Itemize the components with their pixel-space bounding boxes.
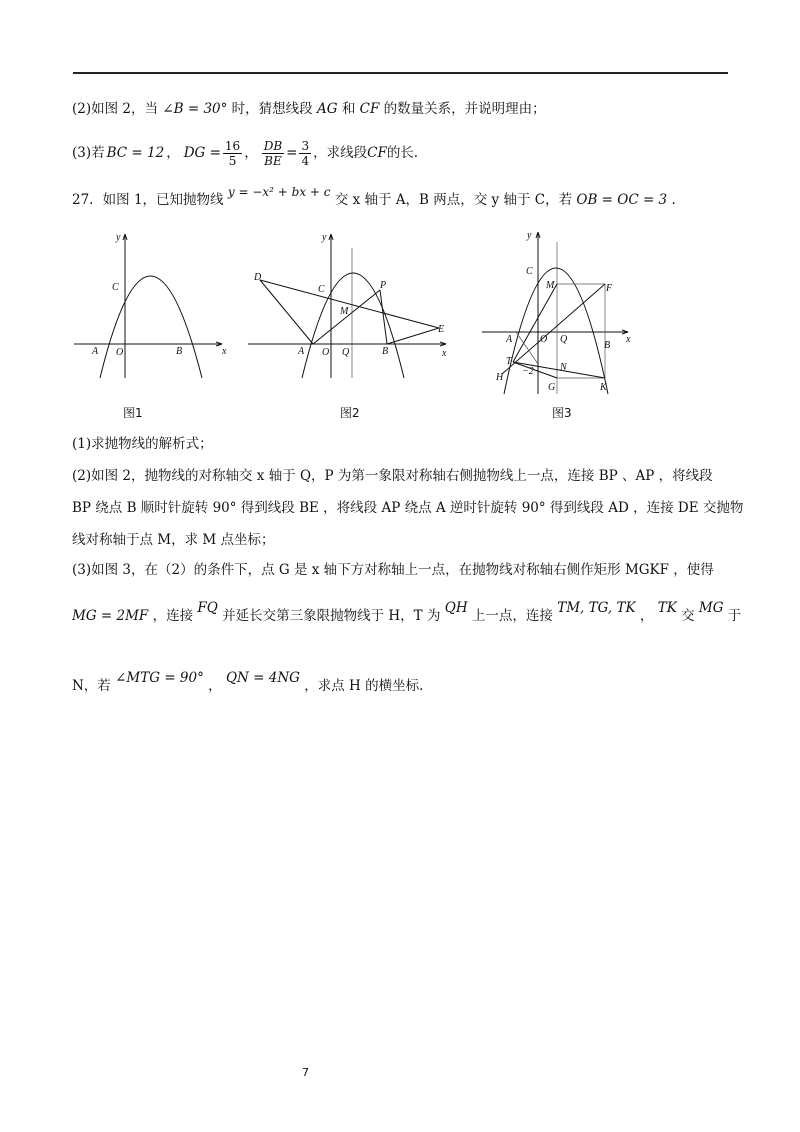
label-g: G (548, 382, 556, 393)
label-b: B (382, 346, 389, 357)
label-c: C (112, 282, 119, 293)
s3-n-if: N，若 (72, 678, 111, 694)
q3-dg-lhs: DG = (183, 145, 221, 161)
subquestion-1: (1)求抛物线的解析式； (72, 436, 213, 452)
segment-ap (313, 290, 380, 344)
s3-point-connect: 上一点，连接 (471, 608, 553, 624)
q2-seg-cf: CF (359, 101, 380, 117)
subquestion-3-line-2 (72, 600, 742, 626)
label-y: y (116, 232, 121, 243)
s3-connect: ，连接 (152, 608, 194, 624)
s3-mg-eq: MG = 2MF (72, 608, 149, 624)
segment-de (260, 280, 439, 328)
q2-prefix: (2)如图 2，当 (72, 101, 159, 117)
s3-tk: TK (657, 600, 677, 616)
q3-ratio-rhs (299, 139, 311, 168)
subquestion-2-line-2: BP 绕点 B 顺时针旋转 90° 得到线段 BE ，将线段 AP 绕点 A 逆时针旋转 90° 得到线段 AD ，连接 DE 交抛物 (72, 500, 744, 516)
page-number: 7 (302, 1066, 309, 1079)
q3-eq: = (286, 145, 298, 161)
q3-r-num: 3 (301, 138, 310, 153)
q3-seg-cf: CF (367, 145, 387, 161)
label-h: H (496, 372, 504, 383)
label-b: B (176, 346, 183, 357)
label-d: D (254, 272, 262, 283)
label-m: M (546, 280, 555, 291)
subquestion-3-line-3 (72, 670, 424, 696)
label-o: O (322, 347, 330, 358)
s3-qn-eq: QN = 4NG (225, 670, 300, 686)
label-q: Q (342, 347, 350, 358)
q3-be: BE (264, 153, 282, 168)
p27-mid: 交 x 轴于 A，B 两点，交 y 轴于 C，若 (334, 192, 573, 208)
q3-dg-den: 5 (228, 153, 237, 168)
figure-3-graph (480, 228, 634, 398)
subquestion-3-line-1: (3)如图 3，在（2）的条件下，点 G 是 x 轴下方对称轴上一点，在抛物线对称轴右侧作矩形 MGKF ，使得 (72, 562, 714, 578)
s3-angle: ∠MTG = 90° (115, 670, 204, 686)
q3-mid: ，求线段 (313, 145, 368, 161)
q2-seg-ag: AG (316, 101, 338, 117)
label-y: y (527, 230, 532, 241)
q3-comma2: ， (244, 145, 258, 161)
q3-dg-fraction (223, 139, 242, 168)
q3-ratio-lhs (262, 139, 284, 168)
header-rule (73, 72, 728, 74)
q3-prefix: (3)若 (72, 145, 105, 161)
s3-intersect: 交 (681, 608, 695, 624)
caption-figure-2: 图2 (340, 406, 360, 420)
label-x: x (442, 348, 447, 359)
segment-tg (513, 362, 557, 378)
s3-tm-tg-tk: TM, TG, TK (557, 600, 636, 616)
figure-3 (480, 228, 634, 398)
p27-end: . (671, 192, 676, 208)
label-f: F (606, 283, 613, 294)
caption-figure-3: 图3 (552, 406, 572, 420)
caption-figure-1: 图1 (123, 406, 143, 420)
label-a: A (92, 346, 99, 357)
figure-1-graph (72, 228, 234, 384)
q2-and: 和 (341, 101, 356, 117)
label-y: y (322, 232, 327, 243)
q3-comma1: ， (166, 145, 180, 161)
p27-intro: 27．如图 1，已知抛物线 (72, 192, 224, 208)
subquestion-2-line-3: 线对称轴于点 M，求 M 点坐标； (72, 532, 275, 548)
parabola (504, 268, 611, 394)
s3-mg: MG (698, 600, 724, 616)
p27-condition: OB = OC = 3 (576, 192, 668, 208)
q2-suffix: 的数量关系，并说明理由； (383, 101, 546, 117)
label-o: O (540, 334, 548, 345)
q3-bc: BC = 12 (106, 145, 165, 161)
segment-fh (502, 284, 605, 374)
subquestion-2-line-1: (2)如图 2，抛物线的对称轴交 x 轴于 Q，P 为第一象限对称轴右侧抛物线上一点，连接 BP 、AP ，将线段 (72, 468, 713, 484)
q3-dg-num: 16 (224, 138, 241, 153)
label-neg2: −2 (522, 366, 534, 377)
label-t: T (506, 356, 512, 367)
q3-r-den: 4 (301, 153, 310, 168)
q2-condition: ∠B = 30° (162, 101, 228, 117)
figure-2 (246, 228, 452, 384)
s3-extend: 并延长交第三象限抛物线于 H，T 为 (222, 608, 441, 624)
label-n: N (560, 362, 567, 373)
question-2-line (72, 99, 546, 119)
s3-fq: FQ (197, 600, 218, 616)
label-c: C (526, 266, 533, 277)
label-a: A (506, 334, 513, 345)
figure-2-graph (246, 228, 452, 384)
s3-find-h: ，求点 H 的横坐标. (304, 678, 424, 694)
label-b: B (604, 340, 611, 351)
label-x: x (222, 346, 227, 357)
label-k: K (600, 382, 607, 393)
label-a: A (298, 346, 305, 357)
label-q: Q (560, 334, 568, 345)
segment-tm (513, 284, 557, 362)
segment-ad (260, 280, 313, 344)
label-e: E (438, 324, 445, 335)
q3-db: DB (263, 138, 283, 153)
label-c: C (318, 284, 325, 295)
label-o: O (116, 347, 124, 358)
p27-equation: y = −x² + bx + c (227, 185, 331, 199)
figure-1 (72, 228, 234, 384)
s3-comma: ， (639, 608, 654, 624)
question-3-line (72, 136, 418, 170)
segment-be (387, 328, 439, 344)
label-p: P (380, 280, 387, 291)
q2-mid: 时，猜想线段 (231, 101, 313, 117)
s3-comma2: ， (208, 678, 222, 694)
label-x: x (626, 334, 631, 345)
label-m: M (340, 306, 349, 317)
q3-suffix: 的长. (386, 145, 419, 161)
s3-qh: QH (444, 600, 468, 616)
s3-at: 于 (727, 608, 742, 624)
problem-27-line (72, 185, 676, 210)
